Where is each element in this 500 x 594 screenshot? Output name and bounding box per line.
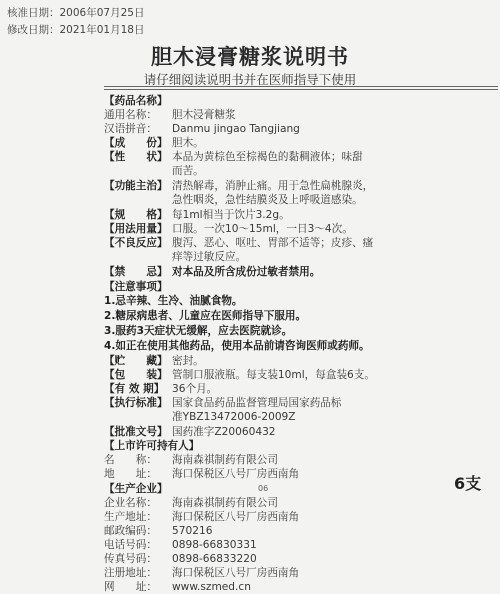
specification-row (104, 208, 494, 222)
adverse-row (104, 236, 494, 250)
package-label: 【包 装】 (104, 369, 168, 381)
specification-label: 【规 格】 (104, 209, 168, 221)
pinyin-row (104, 122, 494, 136)
registered-address-value: 海口保税区八号厂房西南角 (172, 567, 300, 579)
website-label: 网 址： (104, 581, 157, 593)
postal-code-row (104, 524, 494, 538)
company-value: 海南森祺制药有限公司 (172, 497, 278, 509)
package-row (104, 368, 494, 382)
warning-item: 1.忌辛辣、生冷、油腻食物。 (104, 295, 243, 307)
validity-label: 【有 效 期】 (104, 383, 165, 395)
contraindications-label: 【禁 忌】 (104, 266, 168, 278)
page-number: 06 (258, 484, 269, 493)
phone-value: 0898-66830331 (172, 539, 257, 551)
holder-address-label: 地 址： (104, 468, 157, 480)
document-subtitle: 请仔细阅读说明书并在医师指导下使用 (143, 72, 357, 87)
production-address-row (104, 510, 494, 524)
section-manufacturer: 【生产企业】 (104, 483, 168, 495)
postal-code-label: 邮政编码： (104, 525, 157, 537)
adverse-line-2: 痒等过敏反应。 (172, 251, 247, 263)
production-address-value: 海口保税区八号厂房西南角 (172, 511, 300, 523)
pinyin-value: Danmu jingao Tangjiang (172, 123, 300, 135)
approval-date: 核准日期：2006年07月25日 (7, 7, 145, 19)
divider-rule-top (104, 86, 498, 87)
dosage-label: 【用法用量】 (104, 223, 168, 235)
ingredients-row (104, 136, 494, 150)
phone-label: 电话号码： (104, 539, 157, 551)
ingredients-label: 【成 份】 (104, 137, 168, 149)
leaflet-content (104, 94, 494, 594)
divider-rule-bottom (104, 89, 498, 90)
storage-value: 密封。 (172, 355, 204, 367)
production-address-label: 生产地址： (104, 511, 157, 523)
specification-value: 每1ml相当于饮片3.2g。 (172, 209, 290, 221)
fax-row (104, 552, 494, 566)
ingredients-value: 胆木。 (172, 137, 204, 149)
pinyin-label: 汉语拼音： (104, 123, 157, 135)
standard-label: 【执行标准】 (104, 397, 168, 409)
properties-row (104, 150, 494, 164)
indications-row (104, 179, 494, 193)
approval-number-row (104, 425, 494, 439)
storage-label: 【贮 藏】 (104, 355, 168, 367)
company-row (104, 496, 494, 510)
validity-row (104, 382, 494, 396)
indications-line-1: 清热解毒，消肿止痛。用于急性扁桃腺炎， (172, 180, 374, 192)
generic-name-label: 通用名称： (104, 109, 157, 121)
fax-label: 传真号码： (104, 553, 157, 565)
package-count-label: 6支 (454, 474, 482, 493)
adverse-label: 【不良反应】 (104, 237, 168, 249)
section-drug-name: 【药品名称】 (104, 95, 168, 107)
holder-address-value: 海口保税区八号厂房西南角 (172, 468, 300, 480)
warning-item: 3.服药3天症状无缓解，应去医院就诊。 (104, 325, 293, 337)
generic-name-value: 胆木浸膏糖浆 (172, 109, 236, 121)
properties-label: 【性 状】 (104, 151, 168, 163)
company-label: 企业名称： (104, 497, 157, 509)
warning-item: 2.糖尿病患者、儿童应在医师指导下服用。 (104, 310, 307, 322)
approval-number-value: 国药准字Z20060432 (172, 426, 276, 438)
indications-label: 【功能主治】 (104, 180, 168, 192)
document-title: 胆木浸膏糖浆说明书 (151, 45, 349, 69)
holder-name-row (104, 453, 494, 467)
adverse-line-1: 腹泻、恶心、呕吐、胃部不适等；皮疹、瘙 (172, 237, 374, 249)
approval-number-label: 【批准文号】 (104, 426, 168, 438)
contraindications-row (104, 265, 494, 280)
holder-name-label: 名 称： (104, 454, 157, 466)
website-row (104, 580, 494, 594)
dosage-row (104, 222, 494, 236)
section-holder: 【上市许可持有人】 (104, 440, 200, 452)
properties-line-2: 而苦。 (172, 165, 204, 177)
holder-name-value: 海南森祺制药有限公司 (172, 454, 278, 466)
revision-date: 修改日期：2021年01月18日 (7, 24, 145, 36)
section-warnings: 【注意事项】 (104, 281, 168, 293)
generic-name-row (104, 108, 494, 122)
package-value: 管制口服液瓶。每支装10ml，每盒装6支。 (172, 369, 375, 381)
properties-line-1: 本品为黄棕色至棕褐色的黏稠液体；味甜 (172, 151, 363, 163)
website-value: www.szmed.cn (172, 581, 251, 593)
validity-value: 36个月。 (172, 383, 218, 395)
contraindications-value: 对本品及所含成份过敏者禁用。 (172, 266, 321, 278)
standard-row (104, 396, 494, 410)
standard-line-1: 国家食品药品监督管理局国家药品标 (172, 397, 342, 409)
standard-line-2: 准YBZ13472006-2009Z (172, 411, 296, 423)
dosage-value: 口服。一次10～15ml，一日3～4次。 (172, 223, 353, 235)
fax-value: 0898-66833220 (172, 553, 257, 565)
phone-row (104, 538, 494, 552)
warning-item: 4.如正在使用其他药品，使用本品前请咨询医师或药师。 (104, 340, 370, 352)
postal-code-value: 570216 (172, 525, 213, 537)
registered-address-label: 注册地址： (104, 567, 157, 579)
registered-address-row (104, 566, 494, 580)
indications-line-2: 急性咽炎，急性结膜炎及上呼吸道感染。 (172, 194, 363, 206)
holder-address-row (104, 467, 494, 481)
storage-row (104, 354, 494, 368)
